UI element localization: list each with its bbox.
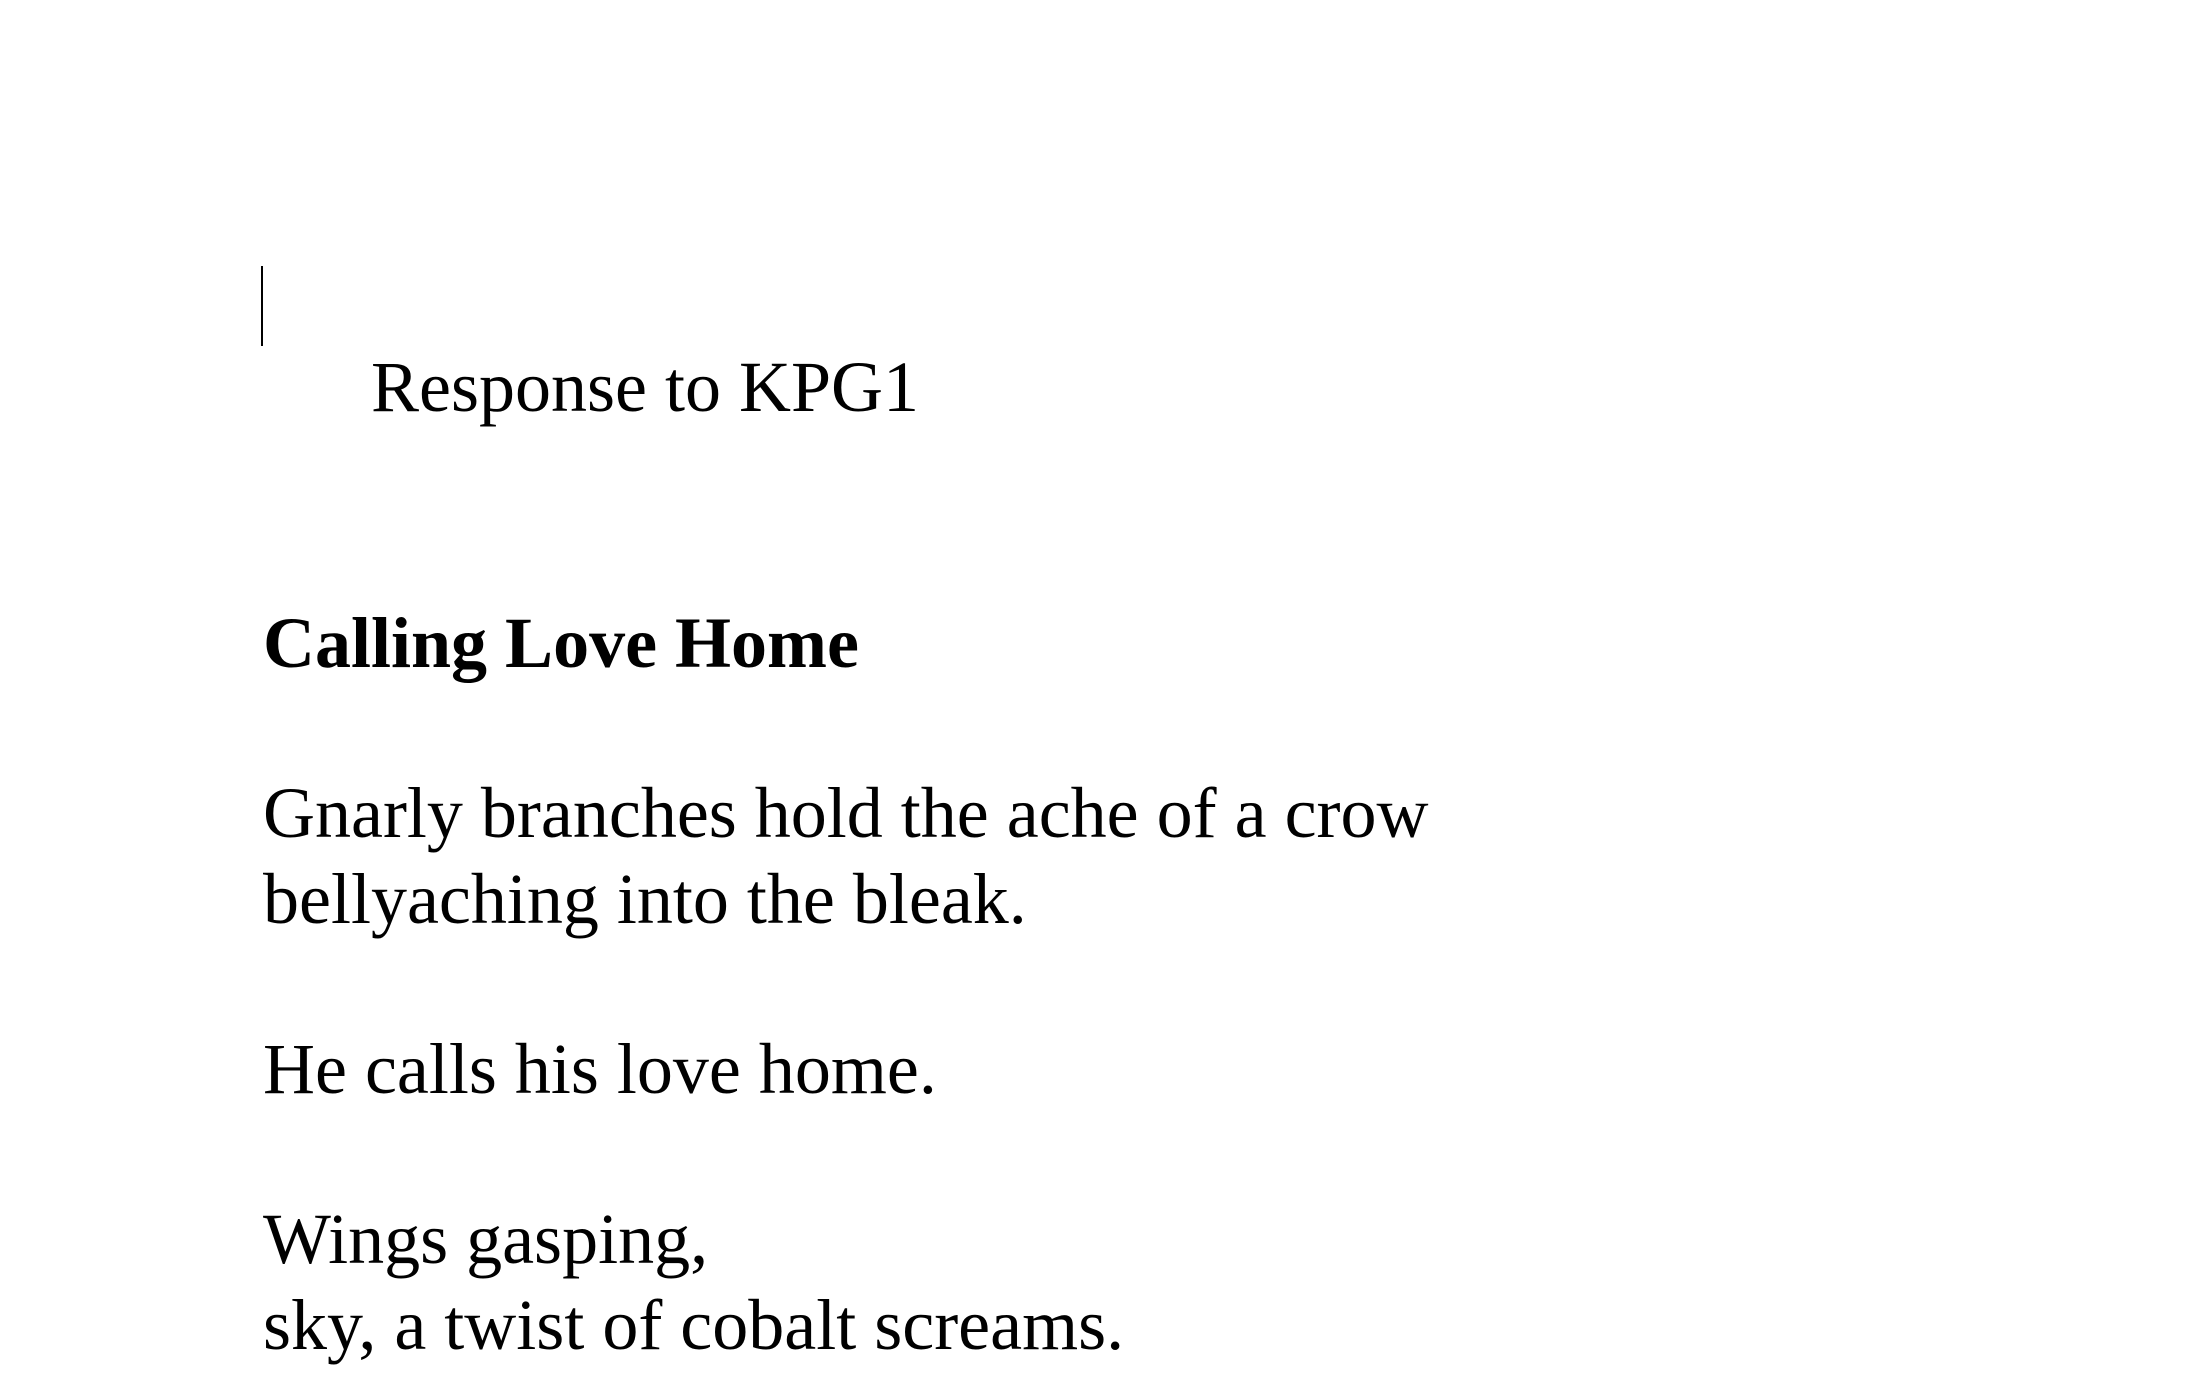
poem-line: He calls his love home.	[263, 1029, 937, 1109]
blank-line	[263, 1112, 2063, 1196]
blank-line	[263, 942, 2063, 1026]
document-body[interactable]	[263, 258, 2063, 1368]
poem-line: Wings gasping,	[263, 1199, 709, 1279]
poem-title: Calling Love Home	[263, 603, 859, 683]
response-label-line[interactable]	[263, 258, 2063, 516]
poem-line: bellyaching into the bleak.	[263, 859, 1027, 939]
poem-line: Gnarly branches hold the ache of a crow	[263, 773, 1429, 853]
poem-line: sky, a twist of cobalt screams.	[263, 1285, 1125, 1365]
text-cursor	[261, 266, 263, 346]
blank-line	[263, 516, 2063, 600]
blank-line	[263, 686, 2063, 770]
response-label: Response to KPG1	[371, 347, 920, 427]
